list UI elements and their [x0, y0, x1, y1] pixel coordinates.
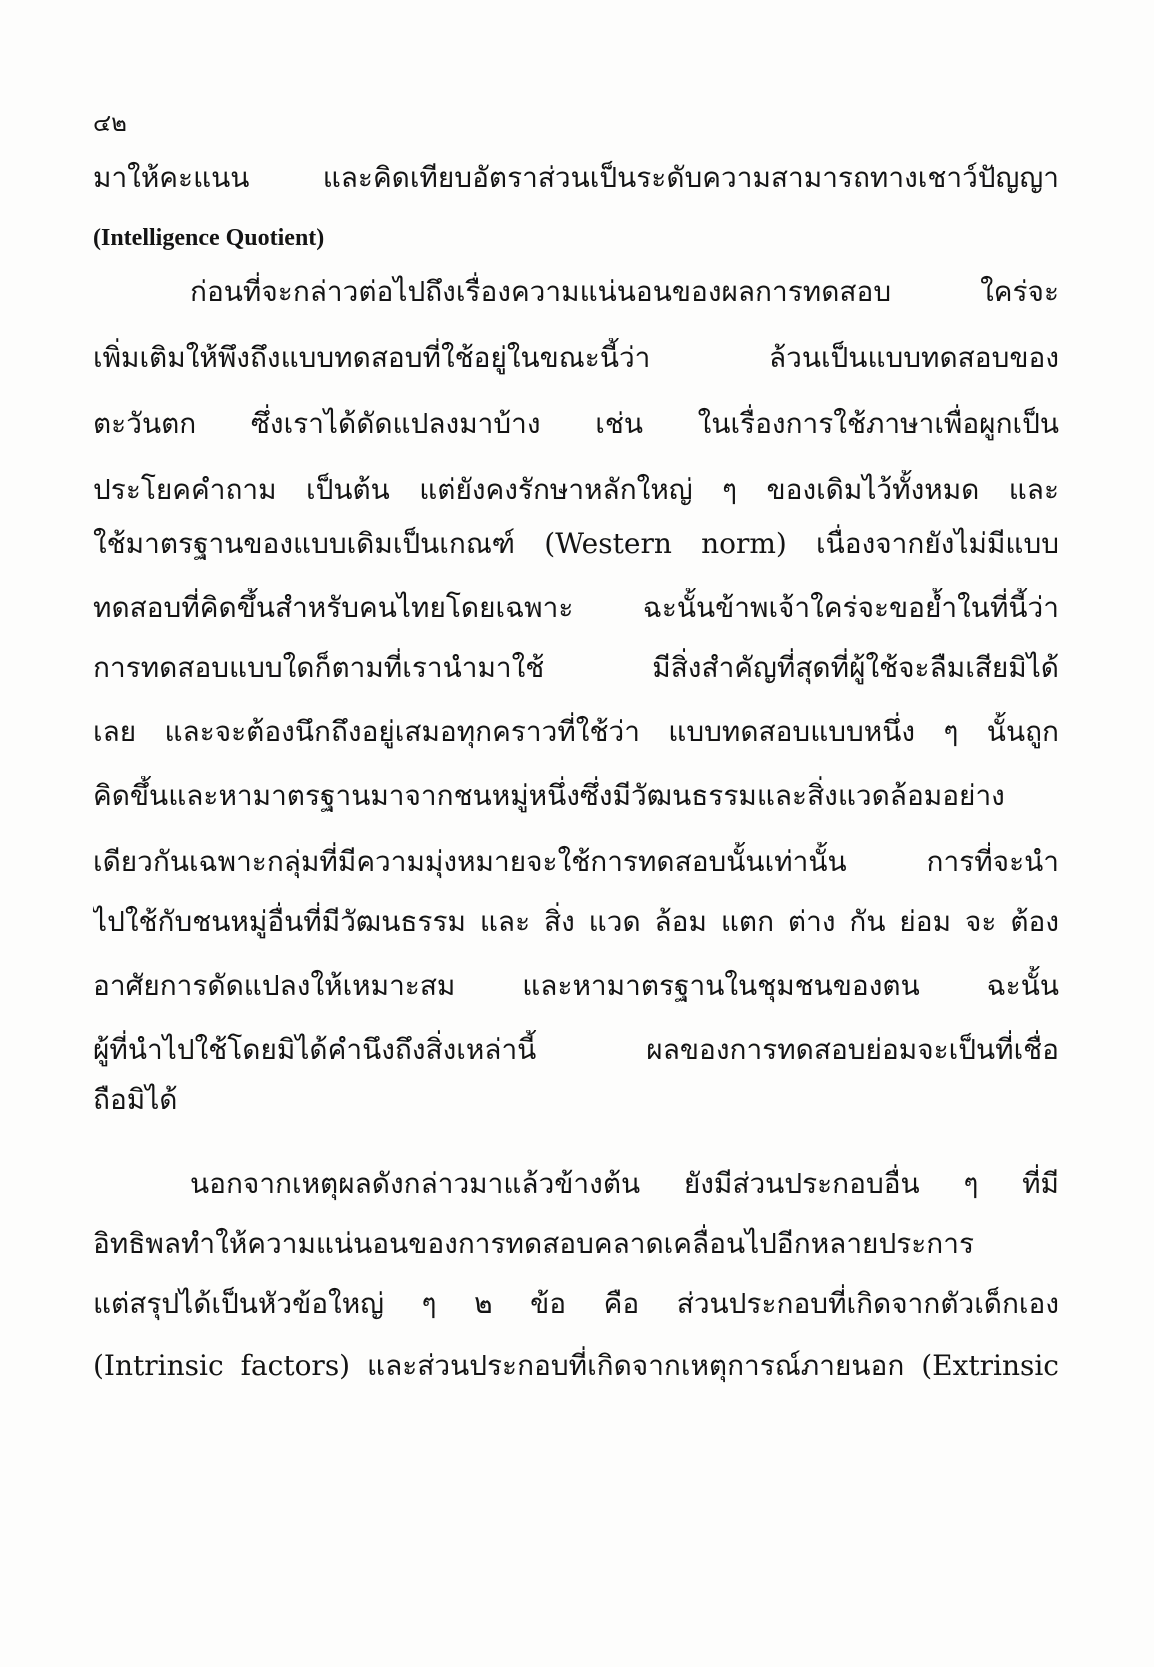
text-line: ใช้มาตรฐานของแบบเดิมเป็นเกณฑ์ (Western norm) เนื่องจากยังไม่มีแบบ [93, 527, 1059, 560]
page-number: ๔๒ [93, 109, 127, 137]
text-line: (Intelligence Quotient) [93, 225, 325, 251]
text-line: เลย และจะต้องนึกถึงอยู่เสมอทุกคราวที่ใช้ว่า แบบทดสอบแบบหนึ่ง ๆ นั้นถูก [93, 715, 1059, 748]
text-line: ประโยคคำถาม เป็นต้น แต่ยังคงรักษาหลักใหญ่ ๆ ของเดิมไว้ทั้งหมด และ [93, 473, 1059, 506]
text-line: ทดสอบที่คิดขึ้นสำหรับคนไทยโดยเฉพาะ ฉะนั้นข้าพเจ้าใคร่จะขอย้ำในที่นี้ว่า [93, 591, 1059, 624]
text-line: อาศัยการดัดแปลงให้เหมาะสม และหามาตรฐานในชุมชนของตน ฉะนั้น [93, 969, 1059, 1002]
text-line: (Intrinsic factors) และส่วนประกอบที่เกิดจากเหตุการณ์ภายนอก (Extrinsic [93, 1349, 1059, 1382]
text-line: อิทธิพลทำให้ความแน่นอนของการทดสอบคลาดเคลื่อนไปอีกหลายประการ [93, 1227, 975, 1260]
text-line: เดียวกันเฉพาะกลุ่มที่มีความมุ่งหมายจะใช้การทดสอบนั้นเท่านั้น การที่จะนำ [93, 845, 1059, 878]
text-line: การทดสอบแบบใดก็ตามที่เรานำมาใช้ มีสิ่งสำคัญที่สุดที่ผู้ใช้จะลืมเสียมิได้ [93, 651, 1059, 684]
text-line: ถือมิได้ [93, 1083, 178, 1116]
text-line: คิดขึ้นและหามาตรฐานมาจากชนหมู่หนึ่งซึ่งมีวัฒนธรรมและสิ่งแวดล้อมอย่าง [93, 779, 1005, 812]
text-line: ไปใช้กับชนหมู่อื่นที่มีวัฒนธรรม และ สิ่ง แวด ล้อม แตก ต่าง กัน ย่อม จะ ต้อง [93, 905, 1059, 938]
text-line: มาให้คะแนน และคิดเทียบอัตราส่วนเป็นระดับความสามารถทางเชาว์ปัญญา [93, 161, 1059, 194]
text-line: ตะวันตก ซึ่งเราได้ดัดแปลงมาบ้าง เช่น ในเรื่องการใช้ภาษาเพื่อผูกเป็น [93, 407, 1059, 440]
paragraph-start-line: นอกจากเหตุผลดังกล่าวมาแล้วข้างต้น ยังมีส่วนประกอบอื่น ๆ ที่มี [190, 1167, 1059, 1200]
text-line: แต่สรุปได้เป็นหัวข้อใหญ่ ๆ ๒ ข้อ คือ ส่วนประกอบที่เกิดจากตัวเด็กเอง [93, 1287, 1059, 1320]
text-line: เพิ่มเติมให้พึงถึงแบบทดสอบที่ใช้อยู่ในขณะนี้ว่า ล้วนเป็นแบบทดสอบของ [93, 341, 1059, 374]
text-line: ผู้ที่นำไปใช้โดยมิได้คำนึงถึงสิ่งเหล่านี้ ผลของการทดสอบย่อมจะเป็นที่เชื่อ [93, 1033, 1059, 1066]
paragraph-start-line: ก่อนที่จะกล่าวต่อไปถึงเรื่องความแน่นอนของผลการทดสอบ ใคร่จะ [190, 275, 1059, 308]
